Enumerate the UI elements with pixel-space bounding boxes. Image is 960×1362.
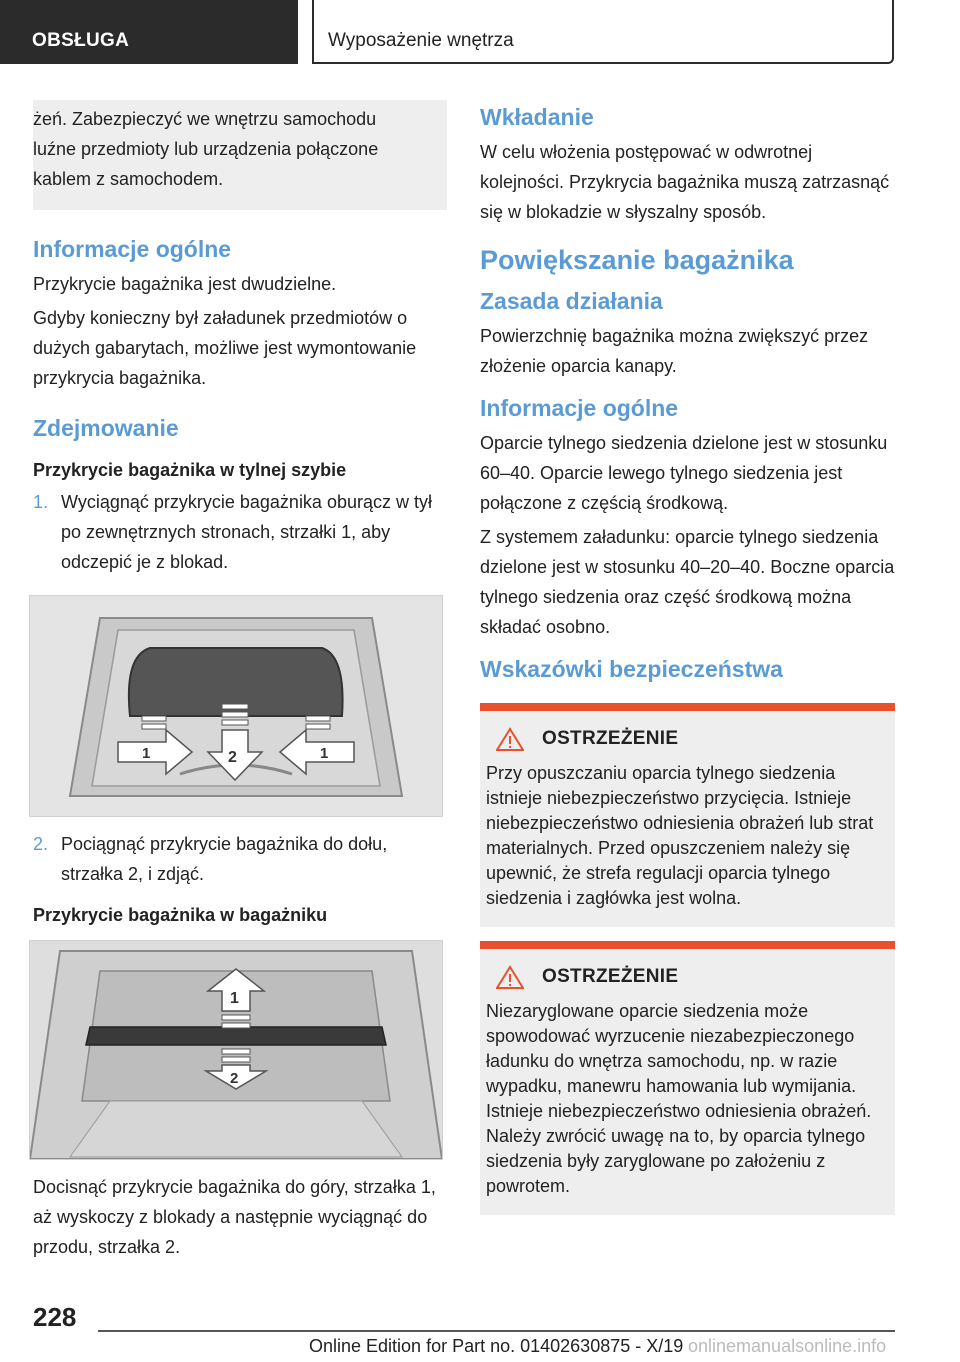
warning-box-1 xyxy=(480,703,895,927)
header-section-label: OBSŁUGA xyxy=(32,30,130,51)
note-line-2: luźne przedmioty lub urządzenia połączone xyxy=(33,139,379,159)
trunk-arrow-2-label: 2 xyxy=(230,1070,239,1087)
trunk-arrow-1-label: 1 xyxy=(230,990,239,1007)
warning-triangle-icon xyxy=(496,965,524,989)
warning-2-text: Niezaryglowane oparcie siedzenia może spowodować wyrzucenie niezabezpieczonego ładunku do wnętrza samochodu, np. w razie wypadku, manewru hamowania lub wymijania. Istnieje niebezpieczeństwo odniesienia obrażeń. Należy zwrócić uwagę na to, by oparcia tylnego siedzenia były zaryglowane po założeniu z powrotem. xyxy=(486,1001,872,1196)
enlarge-trunk-heading: Powiększanie bagażnika xyxy=(480,245,794,275)
footer-divider xyxy=(98,1330,895,1332)
step-1-number: 1. xyxy=(33,492,49,512)
note-line-3: kablem z samochodem. xyxy=(33,169,224,189)
warning-box-2 xyxy=(480,941,895,1215)
figure-trunk-cover xyxy=(29,940,443,1160)
info-heading-left: Informacje ogólne xyxy=(33,236,232,262)
step-1-text: Wyciągnąć przykrycie bagażnika oburącz w tył po zewnętrznych stronach, strzałki 1, aby odczepić je z blokad. xyxy=(61,492,432,572)
removal-heading: Zdejmowanie xyxy=(33,415,179,441)
insert-paragraph: W celu włożenia postępować w odwrotnej kolejności. Przykrycia bagażnika muszą zatrzasnąć się w blokadzie w słyszalny sposób. xyxy=(480,142,890,222)
step-1 xyxy=(33,487,447,577)
header-chapter-tab xyxy=(312,0,894,64)
figure-rear-window-cover xyxy=(29,595,443,817)
insert-heading: Wkładanie xyxy=(480,104,594,130)
arrow-1-right-label: 1 xyxy=(320,745,329,762)
final-instruction-paragraph: Docisnąć przykrycie bagażnika do góry, strzałka 1, aż wyskoczy z blokady a następnie wyciągnąć do przodu, strzałka 2. xyxy=(33,1177,436,1257)
warning-2-header xyxy=(486,965,887,989)
warning-1-header xyxy=(486,727,887,751)
header-section-tab xyxy=(0,0,298,64)
trunk-interior-illustration xyxy=(30,941,442,1159)
info-heading-right: Informacje ogólne xyxy=(480,395,679,421)
warning-2-title: OSTRZEŻENIE xyxy=(542,966,679,987)
warning-1-title: OSTRZEŻENIE xyxy=(542,728,679,749)
arrow-2-label: 2 xyxy=(228,749,237,766)
subheading-rear-window: Przykrycie bagażnika w tylnej szybie xyxy=(33,460,347,480)
info-right-paragraph-1: Oparcie tylnego siedzenia dzielone jest w stosunku 60–40. Oparcie lewego tylnego siedzenia jest połączone z częścią środkową. xyxy=(480,433,888,513)
page-number: 228 xyxy=(33,1302,77,1332)
watermark: onlinemanualsonline.info xyxy=(688,1336,887,1356)
arrow-1-left-label: 1 xyxy=(142,745,151,762)
continued-note-box xyxy=(33,100,447,210)
principle-paragraph: Powierzchnię bagażnika można zwiększyć przez złożenie oparcia kanapy. xyxy=(480,326,869,376)
step-2-text: Pociągnąć przykrycie bagażnika do dołu, strzałka 2, i zdjąć. xyxy=(61,834,388,884)
warning-1-text: Przy opuszczaniu oparcia tylnego siedzenia istnieje niebezpieczeństwo przycięcia. Istnieje niebezpieczeństwo odniesienia obrażeń lub strat materialnych. Przed opuszczeniem należy się upewnić, że strefa regulacji oparcia tylnego siedzenia i zagłówka jest wolna. xyxy=(486,763,874,908)
principle-heading: Zasada działania xyxy=(480,288,663,314)
subheading-in-trunk: Przykrycie bagażnika w bagażniku xyxy=(33,905,328,925)
right-column xyxy=(480,100,895,1215)
footer-edition: Online Edition for Part no. 01402630875 - X/19 xyxy=(309,1336,684,1356)
header-chapter-label: Wyposażenie wnętrza xyxy=(328,30,514,51)
info-paragraph-1: Przykrycie bagażnika jest dwudzielne. xyxy=(33,274,337,294)
step-2-number: 2. xyxy=(33,834,49,854)
trunk-lid-illustration xyxy=(30,596,442,816)
step-2 xyxy=(33,829,447,889)
info-right-paragraph-2: Z systemem załadunku: oparcie tylnego siedzenia dzielone jest w stosunku 40–20–40. Boczne oparcia tylnego siedzenia oraz część środkową można składać osobno. xyxy=(480,527,895,637)
safety-heading: Wskazówki bezpieczeństwa xyxy=(480,656,783,682)
note-line-1: żeń. Zabezpieczyć we wnętrzu samochodu xyxy=(33,109,377,129)
warning-triangle-icon xyxy=(496,727,524,751)
info-paragraph-2: Gdyby konieczny był załadunek przedmiotów o dużych gabarytach, możliwe jest wymontowanie przykrycia bagażnika. xyxy=(33,308,417,388)
left-column xyxy=(33,100,447,1266)
